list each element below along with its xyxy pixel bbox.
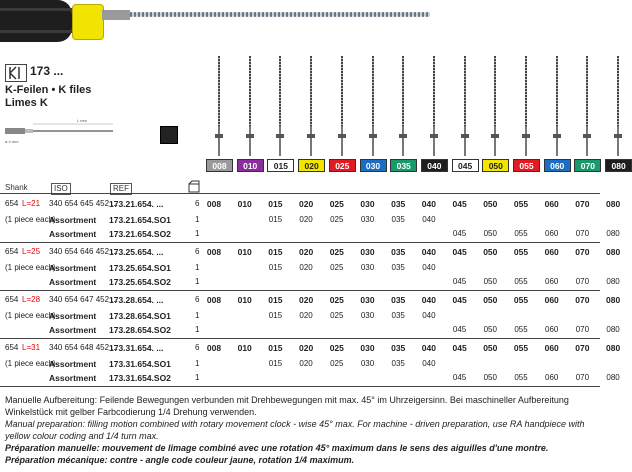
size-value: 050 (483, 295, 498, 305)
size-value: 040 (421, 343, 436, 353)
size-value: 035 (391, 247, 406, 257)
size-value: 025 (329, 199, 344, 209)
file-drawing-040 (427, 56, 441, 156)
pack-qty: 1 (195, 229, 200, 238)
footer-fr: Préparation manuelle: mouvement de limage combiné avec une rotation 45° maximum dans le sens des aiguilles d'une montre. Préparation mécanique: contre - angle code couleur jaune, rotation 1/4 maximum. (5, 443, 549, 465)
size-value: 055 (514, 277, 528, 286)
pack-qty: 6 (195, 199, 200, 208)
size-value: 070 (575, 295, 590, 305)
size-value: 080 (606, 295, 621, 305)
pack-qty: 1 (195, 373, 200, 382)
file-drawing-055 (519, 56, 533, 156)
pack-qty: 1 (195, 263, 200, 272)
size-value: 050 (483, 325, 497, 334)
size-value: 040 (422, 263, 436, 272)
ref-value: 173.28.654.SO2 (109, 325, 171, 335)
size-value: 080 (606, 199, 621, 209)
size-value: 015 (268, 199, 283, 209)
file-drawing-020 (304, 56, 318, 156)
size-value: 008 (206, 295, 222, 305)
size-value: 035 (391, 295, 406, 305)
length-label: L mm (77, 118, 87, 123)
shank-value: 654 (5, 247, 19, 256)
size-value: 015 (268, 359, 283, 368)
product-code: 173 ... (30, 64, 64, 78)
iso-value: 340 654 647 452 ... (49, 295, 118, 304)
size-value: 020 (299, 295, 314, 305)
size-value: 025 (329, 295, 344, 305)
size-value: 070 (575, 229, 590, 238)
group-rule (0, 386, 600, 387)
footer-de: Manuelle Aufbereitung: Feilende Bewegungen verbunden mit Drehbewegungen mit max. 45° im Uhrzeigersinn. Bei maschineller Aufbereitung Winkelstück mit gelber Farbcodierung 1/4 Drehung verwenden. (5, 395, 569, 417)
size-chip-045: 045 (452, 159, 479, 172)
size-value: 040 (421, 199, 436, 209)
size-value: 045 (452, 325, 467, 334)
piece-note: (1 piece each) (5, 311, 56, 320)
size-value: 015 (268, 247, 283, 257)
size-value: 015 (268, 215, 283, 224)
hero-shaft (130, 13, 430, 16)
ref-value: 173.25.654.SO2 (109, 277, 171, 287)
size-value: 030 (360, 343, 375, 353)
size-value: 008 (206, 199, 222, 209)
size-value: 055 (513, 295, 529, 305)
size-value: 030 (360, 263, 375, 272)
size-chip-030: 030 (360, 159, 387, 172)
file-drawing-015 (273, 56, 287, 156)
assortment-label: Assortment (49, 311, 97, 321)
file-drawing-008 (212, 56, 226, 156)
file-drawing-060 (550, 56, 564, 156)
size-value: 025 (329, 343, 344, 353)
pack-qty: 6 (195, 247, 200, 256)
size-value: 008 (206, 343, 222, 353)
size-value: 070 (575, 343, 590, 353)
product-names (5, 84, 91, 110)
ref-value: 173.31.654.SO1 (109, 359, 171, 369)
size-value: 025 (330, 311, 344, 320)
assortment-label: Assortment (49, 325, 97, 335)
assortment-label: Assortment (49, 263, 97, 273)
size-value: 015 (268, 311, 283, 320)
size-value: 060 (544, 343, 559, 353)
size-value: 040 (422, 215, 436, 224)
size-value: 080 (606, 229, 620, 238)
size-value: 055 (514, 325, 528, 334)
size-value: 050 (483, 199, 498, 209)
size-chip-055: 055 (513, 159, 540, 172)
diameter-label: ø 4 mm (5, 139, 19, 144)
size-value: 060 (545, 373, 559, 382)
size-chip-080: 080 (605, 159, 632, 172)
size-value: 020 (299, 263, 313, 272)
assortment-label: Assortment (49, 277, 97, 287)
size-value: 030 (360, 359, 375, 368)
size-chip-040: 040 (421, 159, 448, 172)
size-value: 040 (422, 359, 436, 368)
size-value: 025 (330, 263, 344, 272)
group-rule (0, 290, 600, 291)
iso-header: ISO (51, 183, 71, 195)
ref-value: 173.21.654.SO1 (109, 215, 171, 225)
size-value: 020 (299, 199, 314, 209)
size-value: 070 (575, 199, 590, 209)
size-value: 020 (299, 311, 313, 320)
size-value: 015 (268, 263, 283, 272)
piece-note: (1 piece each) (5, 263, 56, 272)
file-dimension-diagram (5, 120, 115, 146)
size-value: 010 (237, 343, 252, 353)
size-value: 025 (329, 247, 344, 257)
size-value: 015 (268, 295, 283, 305)
size-value: 050 (483, 343, 498, 353)
size-chip-010: 010 (237, 159, 264, 172)
size-chip-070: 070 (574, 159, 601, 172)
pack-qty: 1 (195, 215, 200, 224)
size-value: 035 (391, 215, 405, 224)
file-drawing-070 (580, 56, 594, 156)
size-value: 030 (360, 311, 375, 320)
size-value: 035 (391, 199, 406, 209)
size-value: 080 (606, 325, 620, 334)
size-value: 035 (391, 311, 405, 320)
header-rule (0, 193, 600, 194)
size-value: 025 (330, 359, 344, 368)
size-value: 040 (421, 295, 436, 305)
size-value: 045 (452, 373, 467, 382)
group-rule (0, 338, 600, 339)
length-value: L=25 (22, 247, 41, 256)
shank-value: 654 (5, 295, 19, 304)
size-value: 055 (514, 373, 528, 382)
size-value: 050 (483, 229, 497, 238)
size-value: 030 (360, 199, 375, 209)
ref-value: 173.31.654. ... (109, 343, 164, 353)
size-value: 025 (330, 215, 344, 224)
size-value: 045 (452, 277, 467, 286)
hero-handle (0, 0, 72, 42)
iso-value: 340 654 646 452 ... (49, 247, 118, 256)
ref-value: 173.25.654. ... (109, 247, 164, 257)
pack-qty: 6 (195, 343, 200, 352)
size-value: 040 (421, 247, 436, 257)
shank-value: 654 (5, 199, 19, 208)
size-value: 020 (299, 247, 314, 257)
size-value: 035 (391, 263, 405, 272)
size-value: 020 (299, 359, 313, 368)
size-chip-025: 025 (329, 159, 356, 172)
size-value: 055 (514, 229, 528, 238)
size-chip-020: 020 (298, 159, 325, 172)
size-value: 055 (513, 343, 529, 353)
iso-value: 340 654 645 452 ... (49, 199, 118, 208)
size-chip-015: 015 (267, 159, 294, 172)
piece-note: (1 piece each) (5, 359, 56, 368)
assortment-label: Assortment (49, 359, 97, 369)
size-value: 060 (544, 247, 559, 257)
assortment-label: Assortment (49, 229, 97, 239)
pack-qty: 1 (195, 277, 200, 286)
pack-qty: 1 (195, 325, 200, 334)
size-value: 045 (452, 199, 467, 209)
file-drawing-080 (611, 56, 625, 156)
size-value: 060 (545, 325, 559, 334)
size-value: 080 (606, 247, 621, 257)
size-value: 010 (237, 199, 252, 209)
size-value: 080 (606, 373, 620, 382)
size-value: 080 (606, 343, 621, 353)
file-drawing-035 (396, 56, 410, 156)
ref-header: REF (110, 183, 132, 195)
ref-value: 173.25.654.SO1 (109, 263, 171, 273)
shank-header: Shank (5, 183, 28, 192)
size-value: 045 (452, 295, 467, 305)
file-drawing-025 (335, 56, 349, 156)
file-drawing-030 (366, 56, 380, 156)
size-value: 060 (545, 277, 559, 286)
file-drawing-050 (488, 56, 502, 156)
size-value: 035 (391, 359, 405, 368)
size-value: 050 (483, 373, 497, 382)
size-value: 045 (452, 229, 467, 238)
assortment-label: Assortment (49, 215, 97, 225)
size-value: 070 (575, 325, 590, 334)
size-value: 035 (391, 343, 406, 353)
size-value: 045 (452, 247, 467, 257)
size-chip-035: 035 (390, 159, 417, 172)
ref-value: 173.28.654.SO1 (109, 311, 171, 321)
size-value: 030 (360, 295, 375, 305)
size-value: 055 (513, 199, 529, 209)
group-rule (0, 242, 600, 243)
product-name-fr: Limes K (5, 97, 48, 109)
footer-en: Manual preparation: filling motion combined with rotary movement clock - wise 45° max. For machine - driven preparation, use RA handpiece with yellow colour coding and 1/4 turn max. (5, 419, 585, 441)
size-chip-008: 008 (206, 159, 233, 172)
pack-qty: 1 (195, 311, 200, 320)
length-value: L=21 (22, 199, 41, 208)
length-value: L=28 (22, 295, 41, 304)
size-value: 050 (483, 277, 497, 286)
size-value: 030 (360, 247, 375, 257)
product-name-de-en: K-Feilen • K files (5, 84, 92, 96)
size-value: 010 (237, 247, 252, 257)
hero-yellow-ring (72, 4, 104, 40)
file-drawing-010 (243, 56, 257, 156)
size-value: 080 (606, 277, 620, 286)
size-value: 070 (575, 373, 590, 382)
size-value: 040 (422, 311, 436, 320)
size-value: 060 (544, 199, 559, 209)
size-value: 045 (452, 343, 467, 353)
shank-value: 654 (5, 343, 19, 352)
size-value: 030 (360, 215, 375, 224)
size-chip-050: 050 (482, 159, 509, 172)
size-value: 070 (575, 277, 590, 286)
black-handle-swatch (160, 126, 178, 144)
file-drawing-045 (458, 56, 472, 156)
iso-value: 340 654 648 452 ... (49, 343, 118, 352)
package-icon (188, 180, 200, 198)
size-chip-060: 060 (544, 159, 571, 172)
size-value: 010 (237, 295, 252, 305)
size-value: 020 (299, 215, 313, 224)
ref-value: 173.28.654. ... (109, 295, 164, 305)
piece-note: (1 piece each) (5, 215, 56, 224)
hero-neck (102, 10, 130, 20)
size-value: 008 (206, 247, 222, 257)
size-value: 050 (483, 247, 498, 257)
ref-value: 173.21.654. ... (109, 199, 164, 209)
size-value: 060 (545, 229, 559, 238)
size-value: 070 (575, 247, 590, 257)
size-value: 015 (268, 343, 283, 353)
length-value: L=31 (22, 343, 41, 352)
ref-value: 173.21.654.SO2 (109, 229, 171, 239)
k-file-symbol-icon (5, 64, 27, 82)
size-value: 055 (513, 247, 529, 257)
pack-qty: 1 (195, 359, 200, 368)
size-value: 060 (544, 295, 559, 305)
pack-qty: 6 (195, 295, 200, 304)
assortment-label: Assortment (49, 373, 97, 383)
ref-value: 173.31.654.SO2 (109, 373, 171, 383)
size-value: 020 (299, 343, 314, 353)
